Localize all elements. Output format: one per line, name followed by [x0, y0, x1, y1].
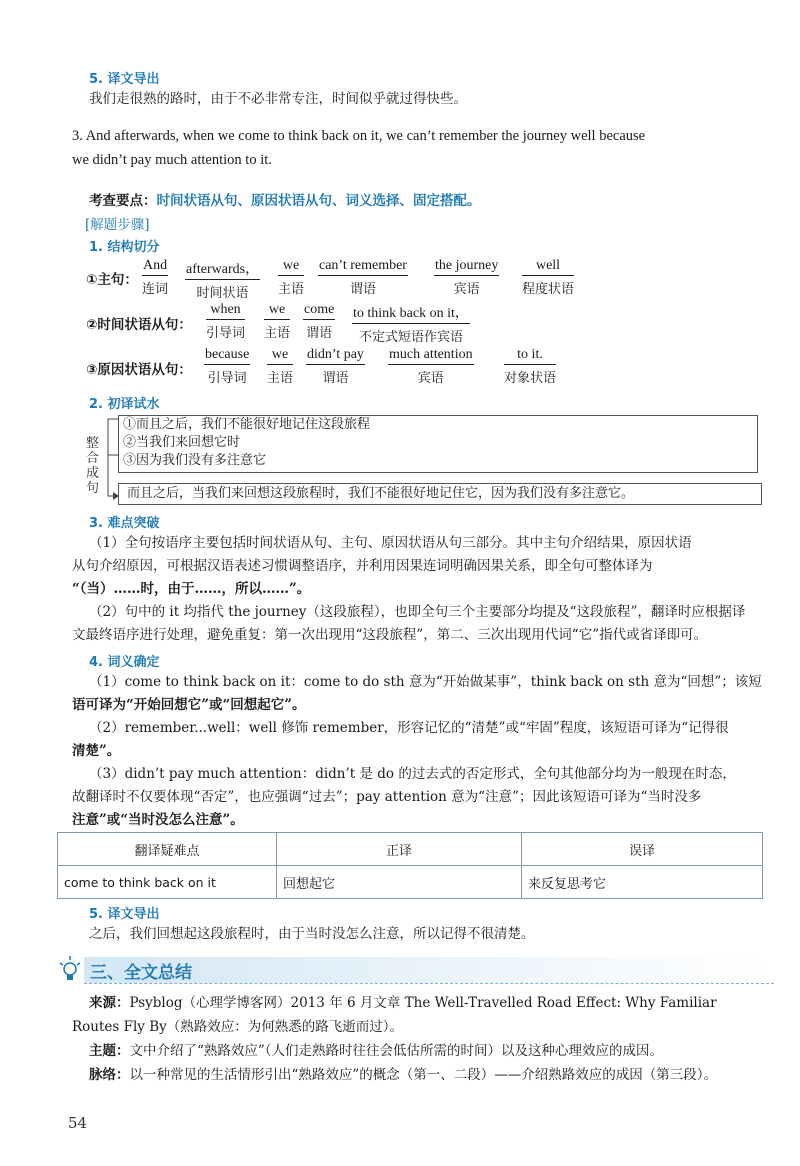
combined-sentence-box: 而且之后，当我们来回想这段旅程时，我们不能很好地记住它，因为我们没有多注意它。 — [118, 483, 762, 505]
heading-translation-output: 5. 译文导出 — [89, 907, 160, 922]
translation-output: 之后，我们回想起这段旅程时，由于当时没怎么注意，所以记得不很清楚。 — [89, 926, 535, 942]
table-cell: 来反复思考它 — [522, 866, 763, 899]
difficulty-1-line-3: “（当）……时，由于……，所以……”。 — [72, 581, 311, 597]
banner-divider — [84, 983, 774, 984]
word-to-it: to it. 对象状语 — [504, 347, 557, 386]
reason-clause-label: ③原因状语从句： — [86, 362, 192, 378]
word-1-line-2: 语可译为“开始回想它”或“回想起它”。 — [72, 697, 306, 713]
word-we: we 主语 — [278, 258, 305, 297]
heading-word-meaning: 4. 词义确定 — [89, 655, 160, 670]
word-2-line-1: （2）remember...well：well 修饰 remember，形容记忆的“清楚”或“牢固”程度，该短语可译为“记得很 — [89, 720, 729, 736]
page-number: 54 — [68, 1114, 88, 1132]
initial-line-1: ①而且之后，我们不能很好地记住这段旅程 — [123, 417, 371, 432]
time-clause-label: ②时间状语从句： — [86, 317, 192, 333]
word-2-line-2: 清楚”。 — [72, 743, 121, 759]
word-because: because 引导词 — [205, 347, 250, 386]
table-row — [58, 866, 763, 899]
word-didnt-pay: didn’t pay 谓语 — [307, 347, 364, 386]
difficulty-2-line-2: 文最终语序进行处理，避免重复：第一次出现用“这段旅程”，第二、三次出现用代词“它”指代或省译即可。 — [72, 627, 708, 643]
lightbulb-icon — [58, 955, 82, 983]
table-cell: 回想起它 — [277, 866, 522, 899]
initial-line-2: ②当我们来回想它时 — [123, 435, 241, 450]
heading-structure: 1. 结构切分 — [89, 240, 160, 255]
word-we: we 主语 — [267, 347, 294, 386]
difficulty-1-line-1: （1）全句按语序主要包括时间状语从句、主句、原因状语从句三部分。其中主句介绍结果，原因状语 — [89, 535, 692, 551]
word-when: when 引导词 — [206, 302, 246, 341]
initial-line-3: ③因为我们没有多注意它 — [123, 453, 267, 468]
key-points — [89, 189, 481, 209]
steps-label: [解题步骤] — [85, 217, 150, 233]
sentence-line-1: 3. And afterwards, when we come to think back on it, we can’t remember the journey well because — [72, 128, 646, 144]
table-header-cell: 误译 — [522, 833, 763, 866]
word-we: we 主语 — [264, 302, 291, 341]
table-header-row — [58, 833, 763, 866]
word-afterwards: afterwards， 时间状语 — [185, 258, 260, 301]
key-points-text: 时间状语从句、原因状语从句、词义选择、固定搭配。 — [156, 193, 481, 209]
summary-title: 三、全文总结 — [90, 963, 192, 983]
word-3-line-1: （3）didn’t pay much attention：didn’t 是 do 的过去式的否定形式，全句其他部分均为一般现在时态， — [89, 766, 736, 782]
word-much-attention: much attention 宾语 — [389, 347, 473, 386]
theme-label: 主题： — [89, 1043, 130, 1059]
theme-text: 文中介绍了“熟路效应”（人们走熟路时往往会低估所需的时间）以及这种心理效应的成因。 — [129, 1043, 664, 1059]
sentence-line-2: we didn’t pay much attention to it. — [72, 152, 272, 168]
theme-line — [89, 1038, 663, 1064]
outline-line — [89, 1062, 717, 1088]
translation-output: 我们走很熟的路时，由于不必非常专注，时间似乎就过得快些。 — [89, 91, 467, 107]
difficulty-2-line-1: （2）句中的 it 均指代 the journey（这段旅程），也即全句三个主要部分均提及“这段旅程”，翻译时应根据译 — [89, 604, 746, 620]
outline-text: 以一种常见的生活情形引出“熟路效应”的概念（第一、二段）——介绍熟路效应的成因（第三段）。 — [129, 1067, 718, 1083]
source-label: 来源： — [89, 995, 130, 1011]
table-header-cell: 翻译疑难点 — [58, 833, 277, 866]
initial-lines-box — [118, 415, 758, 473]
word-the-journey: the journey 宾语 — [435, 258, 499, 297]
translation-table — [57, 832, 763, 899]
word-cant-remember: can’t remember 谓语 — [319, 258, 407, 297]
word-3-line-2: 故翻译时不仅要体现“否定”，也应强调“过去”；pay attention 意为“注意”；因此该短语可译为“当时没多 — [72, 789, 702, 805]
word-well: well 程度状语 — [522, 258, 575, 297]
outline-label: 脉络： — [89, 1067, 130, 1083]
difficulty-1-line-2: 从句介绍原因，可根据汉语表述习惯调整语序，并利用因果连词明确因果关系，即全句可整体译为 — [72, 558, 653, 574]
main-clause-label: ①主句： — [86, 272, 138, 288]
source-line-2: Routes Fly By（熟路效应：为何熟悉的路飞逝而过）。 — [72, 1019, 404, 1035]
word-1-line-1: （1）come to think back on it：come to do sth 意为“开始做某事”，think back on sth 意为“回想”；该短 — [89, 674, 762, 690]
heading-difficulty: 3. 难点突破 — [89, 516, 160, 531]
table-cell: come to think back on it — [58, 866, 277, 899]
integrate-label: 整合成句 — [86, 436, 100, 496]
table-header-cell: 正译 — [277, 833, 522, 866]
word-3-line-3: 注意”或“当时没怎么注意”。 — [72, 812, 244, 828]
section-heading: 5. 译文导出 — [89, 72, 160, 87]
word-to-think-back: to think back on it， 不定式短语作宾语 — [352, 302, 470, 345]
source-text: Psyblog（心理学博客网）2013 年 6 月文章 The Well-Travelled Road Effect: Why Familiar — [129, 995, 717, 1011]
source-line-1 — [89, 990, 717, 1016]
heading-initial-translation: 2. 初译试水 — [89, 397, 160, 412]
key-points-label: 考查要点： — [89, 193, 157, 209]
word-come: come 谓语 — [304, 302, 335, 341]
word-and: And 连词 — [142, 258, 169, 297]
